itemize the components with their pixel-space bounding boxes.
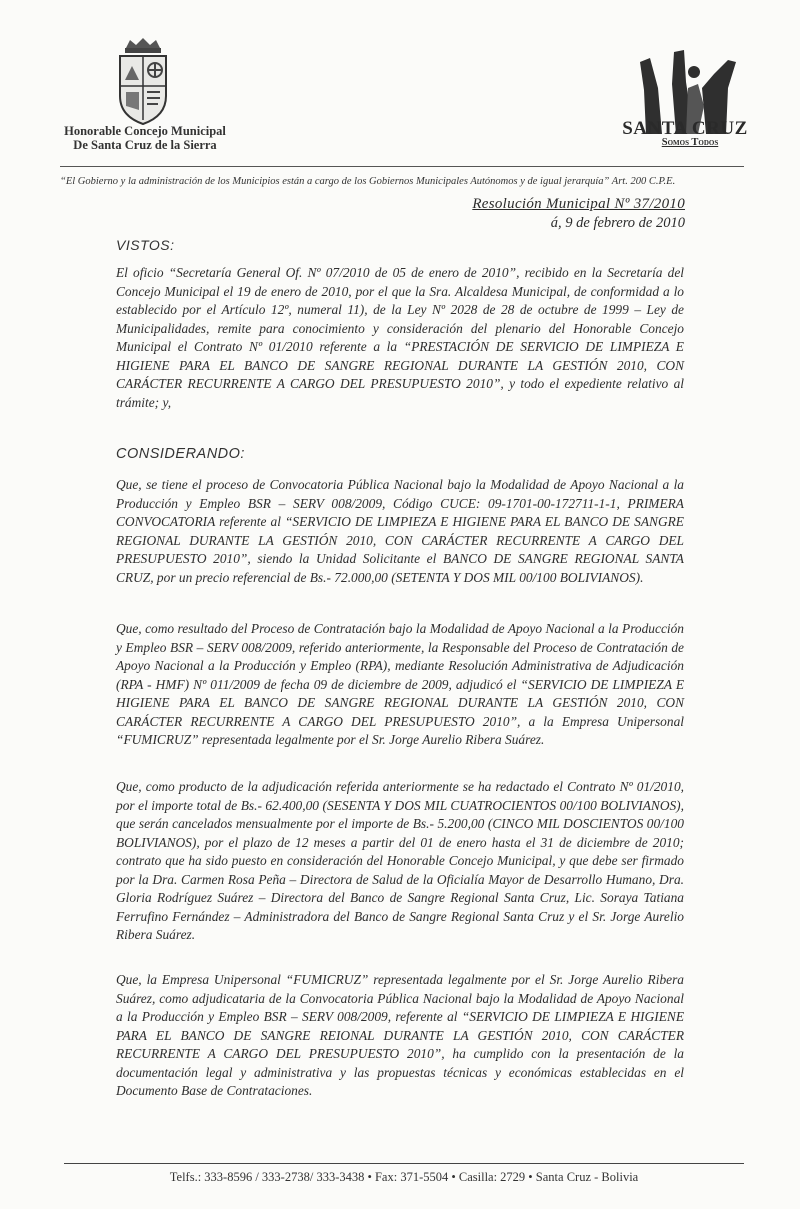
footer-divider (64, 1163, 744, 1164)
paragraph-vistos: El oficio “Secretaría General Of. Nº 07/2010 de 05 de enero de 2010”, recibido en la Secretaría del Concejo Municipal el 19 de enero de 2010, por el que la Sra. Alcaldesa Municipal, de conformidad a lo establecido por el Artículo 12º, numeral 11), de la Ley Nº 2028 de 28 de octubre de 1999 – Ley de Municipalidades, remite para conocimiento y consideración del plenario del Honorable Concejo Municipal el Contrato Nº 01/2010 referente a la “PRESTACIÓN DE SERVICIO DE LIMPIEZA E HIGIENE PARA EL BANCO DE SANGRE REGIONAL DURANTE LA GESTIÓN 2010, CON CARÁCTER RECURRENTE A CARGO DEL PRESUPUESTO 2010”, y todo el expediente relativo al trámite; y, (116, 265, 684, 410)
council-name (40, 124, 250, 152)
logo-name: SANTA CRUZ (622, 118, 748, 139)
council-name-line1: Honorable Concejo Municipal (64, 124, 226, 138)
council-name-line2: De Santa Cruz de la Sierra (73, 138, 217, 152)
constitution-quote: “El Gobierno y la administración de los Municipios están a cargo de los Gobiernos Municipales Autónomos y de igual jerarquía” Art. 200 C.P.E. (60, 176, 676, 187)
paragraph-considerando-2: Que, como resultado del Proceso de Contratación bajo la Modalidad de Apoyo Nacional a la Producción y Empleo BSR – SERV 008/2009, referido anteriormente, la Responsable del Proceso de Contratación de Apoyo Nacional a la Producción y Empleo (RPA), mediante Resolución Administrativa de Adjudicación (RPA - HMF) Nº 011/2009 de fecha 09 de diciembre de 2009, adjudicó el “SERVICIO DE LIMPIEZA E HIGIENE PARA EL BANCO DE SANGRE REGIONAL DURANTE LA GESTIÓN 2010, CON CARÁCTER RECURRENTE A CARGO DEL PRESUPUESTO 2010”, a la Empresa Unipersonal “FUMICRUZ” representada legalmente por el Sr. Jorge Aurelio Ribera Suárez. (116, 621, 684, 747)
coat-of-arms-icon (112, 36, 174, 126)
section-heading-vistos: VISTOS: (116, 237, 175, 253)
resolution-date: á, 9 de febrero de 2010 (550, 215, 685, 231)
header-divider (60, 166, 744, 167)
paragraph-considerando-1: Que, se tiene el proceso de Convocatoria Pública Nacional bajo la Modalidad de Apoyo Nacional a la Producción y Empleo BSR – SERV 008/2009, Código CUCE: 09-1701-00-172711-1-1, PRIMERA CONVOCATORIA referente al “SERVICIO DE LIMPIEZA E HIGIENE PARA EL BANCO DE SANGRE REGIONAL DURANTE LA GESTIÓN 2010, CON CARÁCTER RECURRENTE A CARGO DEL PRESUPUESTO 2010”, siendo la Unidad Solicitante el BANCO DE SANGRE REGIONAL SANTA CRUZ, por un precio referencial de Bs.- 72.000,00 (SETENTA Y DOS MIL 00/100 BOLIVIANOS). (116, 477, 684, 585)
paragraph-considerando-4: Que, la Empresa Unipersonal “FUMICRUZ” representada legalmente por el Sr. Jorge Aurelio Ribera Suárez, como adjudicataria de la Convocatoria Pública Nacional bajo la Modalidad de Apoyo Nacional a la Producción y Empleo BSR – SERV 008/2009, referente al “SERVICIO DE LIMPIEZA E HIGIENE PARA EL BANCO DE SANGRE REIONAL DURANTE LA GESTIÓN 2010, CON CARÁCTER RECURRENTE A CARGO DEL PRESUPUESTO 2010”, ha cumplido con la presentación de la documentación legal y administrativa y las propuestas técnicas y económicas establecidas en el Documento Base de Contrataciones. (116, 972, 684, 1098)
paragraph-considerando-3: Que, como producto de la adjudicación referida anteriormente se ha redactado el Contrato Nº 01/2010, por el importe total de Bs.- 62.400,00 (SESENTA Y DOS MIL CUATROCIENTOS 00/100 BOLIVIANOS), que serán cancelados mensualmente por el importe de Bs.- 5.200,00 (CINCO MIL DOSCIENTOS 00/100 BOLIVIANOS), por el plazo de 12 meses a partir del 01 de enero hasta el 31 de diciembre de 2010; contrato que ha sido puesto en consideración del Honorable Concejo Municipal, y que debe ser firmado por la Dra. Carmen Rosa Peña – Directora de Salud de la Oficialía Mayor de Desarrollo Humano, Dra. Gloria Rodríguez Suárez – Directora del Banco de Sangre Regional Santa Cruz, Lic. Soraya Tatiana Ferrufino Fernández – Administradora del Banco de Sangre Regional Santa Cruz y el Sr. Jorge Aurelio Ribera Suárez. (116, 779, 684, 942)
section-heading-considerando: CONSIDERANDO: (116, 446, 245, 462)
logo-motto: Somos Todos (661, 137, 719, 148)
footer-contact: Telfs.: 333-8596 / 333-2738/ 333-3438 • Fax: 371-5504 • Casilla: 2729 • Santa Cruz - Bolivia (169, 1170, 639, 1184)
resolution-title: Resolución Municipal Nº 37/2010 (472, 196, 685, 212)
